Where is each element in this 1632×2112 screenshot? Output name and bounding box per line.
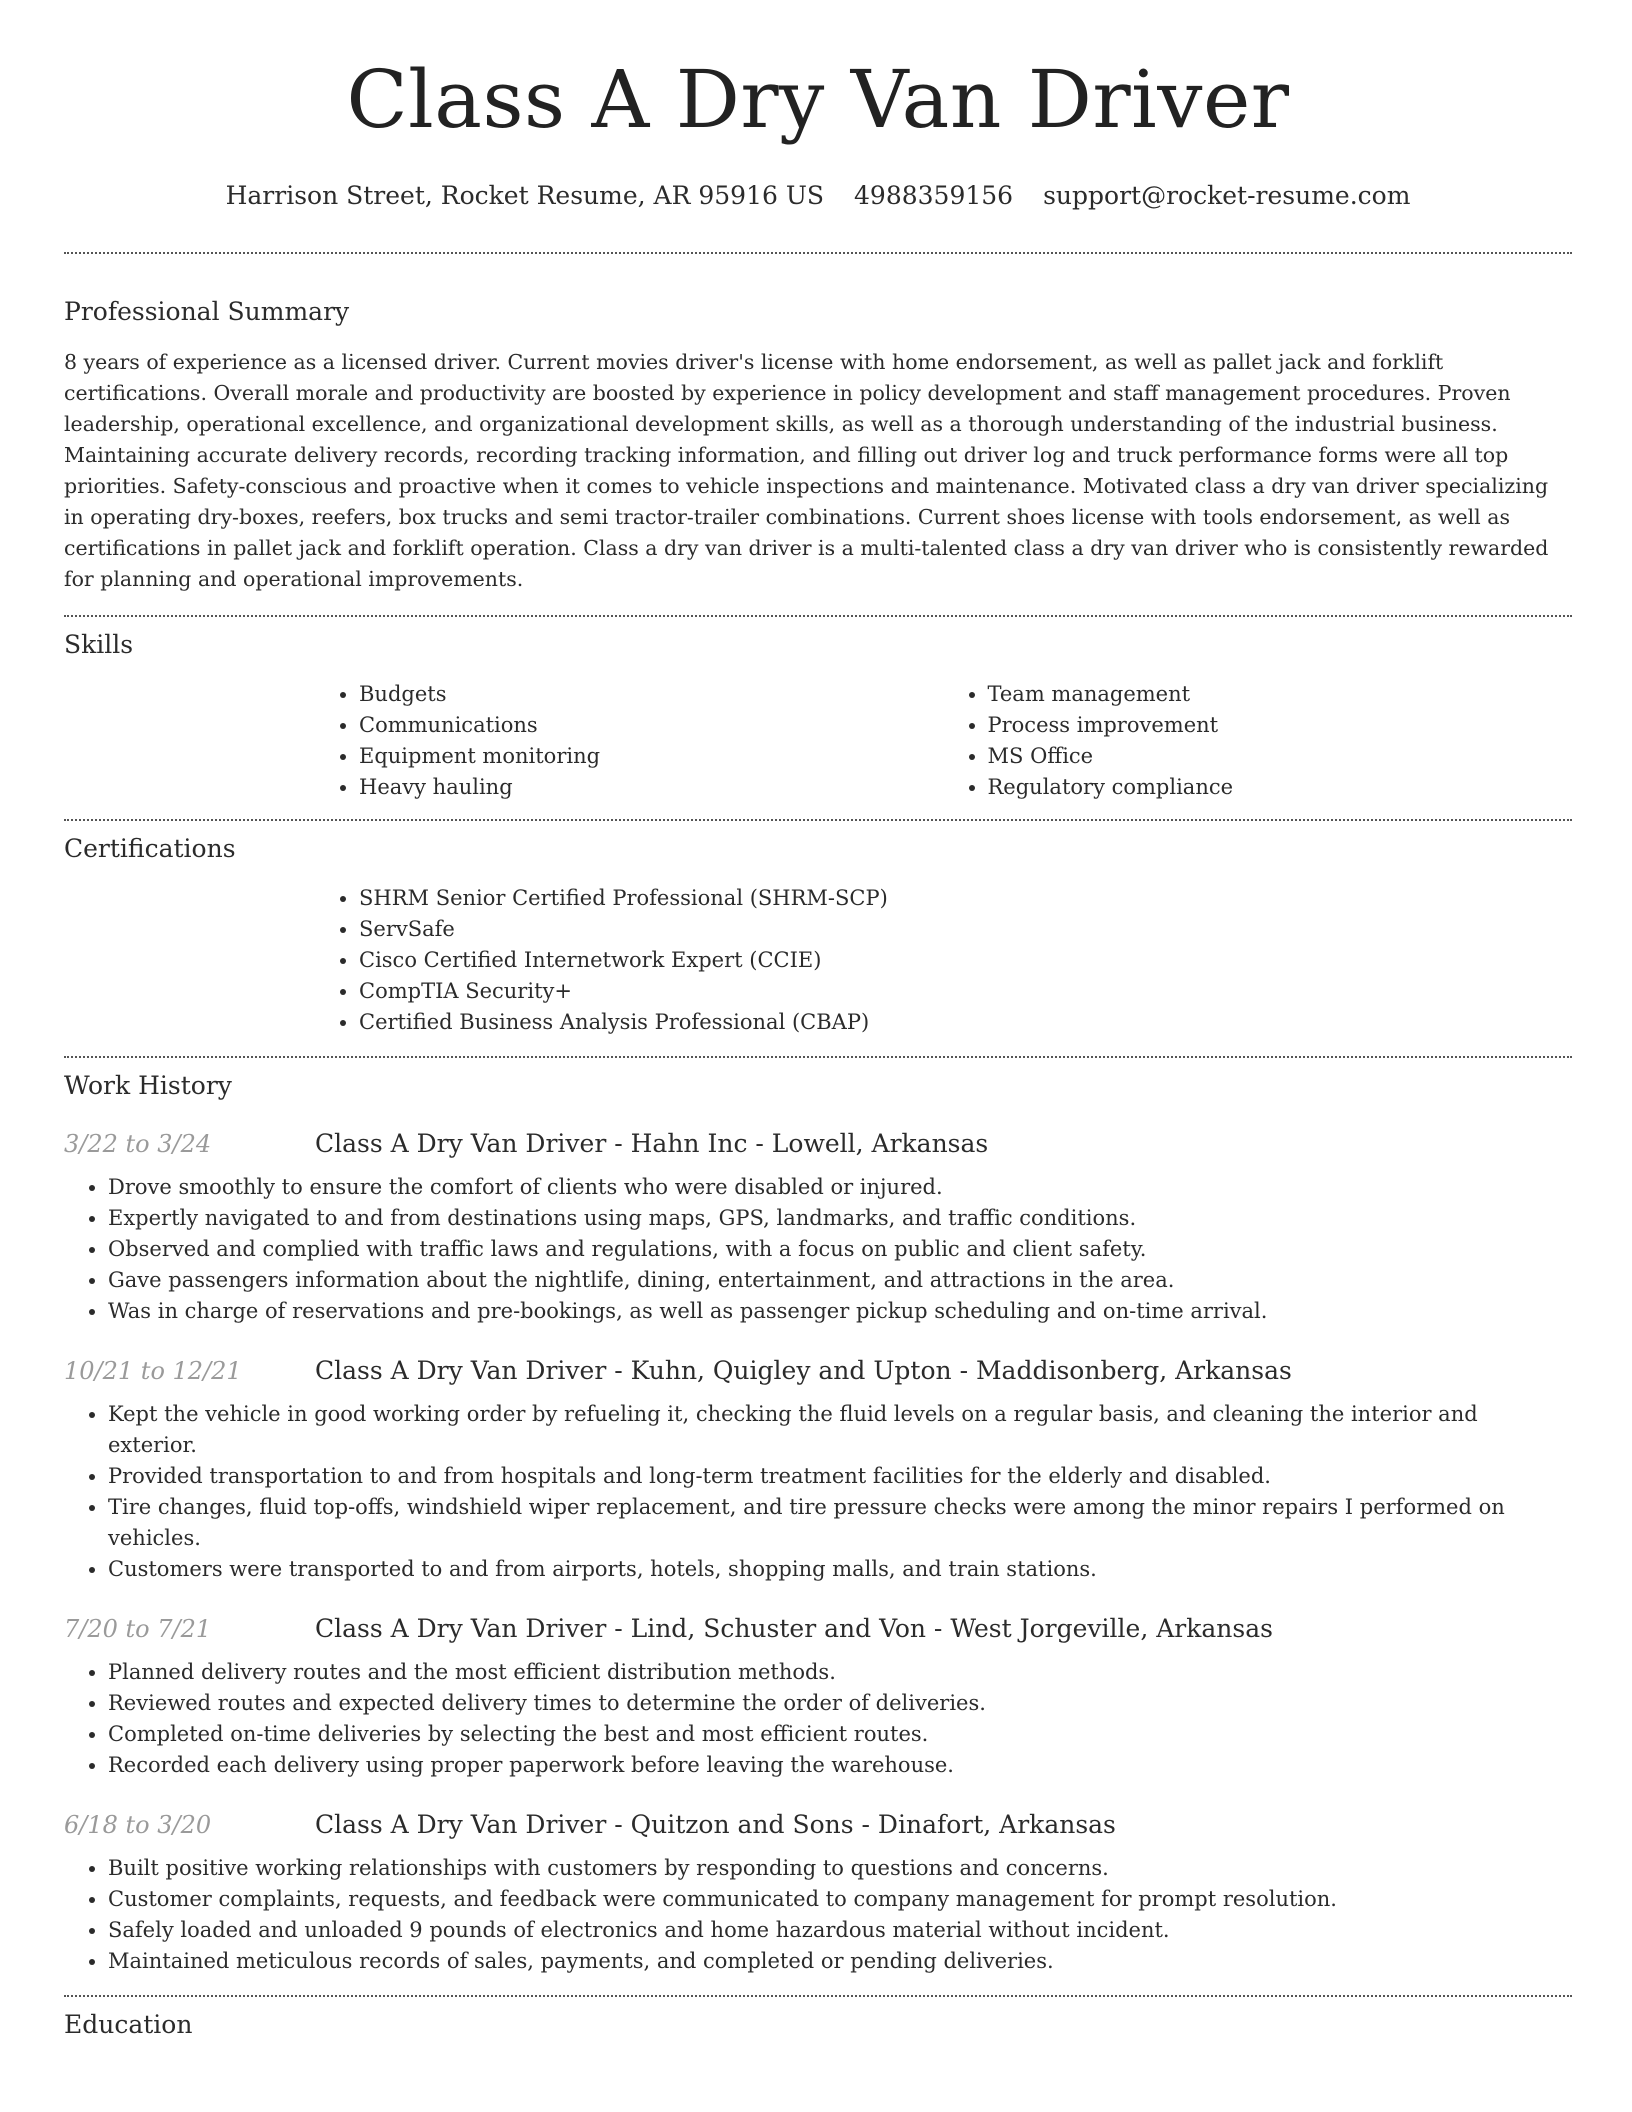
job-bullet: • Recorded each delivery using proper paperwork before leaving the warehouse. [108, 1750, 1572, 1781]
certification-item: • SHRM Senior Certified Professional (SHRM-SCP) [359, 883, 1572, 914]
job-entry [64, 1351, 1572, 1585]
skills-list-right [944, 679, 1573, 803]
job-bullet: • Observed and complied with traffic laws and regulations, with a focus on public and client safety. [108, 1234, 1572, 1265]
contact-email: support@rocket-resume.com [1043, 181, 1411, 210]
job-date: 6/18 to 3/20 [64, 1811, 212, 1839]
certification-item: • Certified Business Analysis Professional (CBAP) [359, 1007, 1572, 1038]
divider [64, 819, 1572, 821]
job-bullet: • Customers were transported to and from airports, hotels, shopping malls, and train stations. [108, 1554, 1572, 1585]
section-title-education: Education [64, 2010, 193, 2039]
divider [64, 1995, 1572, 1997]
contact-phone: 4988359156 [854, 181, 1014, 210]
job-date: 10/21 to 12/21 [64, 1357, 242, 1385]
resume-page [64, 0, 1572, 2043]
job-bullet: • Was in charge of reservations and pre-bookings, as well as passenger pickup scheduling and on-time arrival. [108, 1296, 1572, 1327]
skill-item: • Heavy hauling [359, 772, 944, 803]
job-bullets [64, 1172, 1572, 1327]
section-title-work-history: Work History [64, 1071, 232, 1100]
job-bullet: • Planned delivery routes and the most efficient distribution methods. [108, 1657, 1572, 1688]
job-bullet: • Provided transportation to and from hospitals and long-term treatment facilities for the elderly and disabled. [108, 1461, 1572, 1492]
skill-item: • Equipment monitoring [359, 741, 944, 772]
job-title: Class A Dry Van Driver - Hahn Inc - Lowell, Arkansas [315, 1129, 989, 1158]
certification-item: • ServSafe [359, 914, 1572, 945]
job-bullets [64, 1399, 1572, 1585]
job-bullet: • Drove smoothly to ensure the comfort of clients who were disabled or injured. [108, 1172, 1572, 1203]
skill-item: • Budgets [359, 679, 944, 710]
contact-line [64, 178, 1572, 214]
job-entry [64, 1124, 1572, 1327]
job-bullet: • Tire changes, fluid top-offs, windshield wiper replacement, and tire pressure checks were among the minor repairs I performed on vehicles. [108, 1492, 1572, 1554]
contact-address: Harrison Street, Rocket Resume, AR 95916 US [225, 181, 825, 210]
job-bullet: • Built positive working relationships with customers by responding to questions and concerns. [108, 1853, 1572, 1884]
job-entry [64, 1609, 1572, 1781]
job-title: Class A Dry Van Driver - Quitzon and Sons - Dinafort, Arkansas [315, 1810, 1116, 1839]
certifications-list [315, 883, 1572, 1038]
job-bullet: • Safely loaded and unloaded 9 pounds of electronics and home hazardous material without incident. [108, 1915, 1572, 1946]
job-title: Class A Dry Van Driver - Kuhn, Quigley and Upton - Maddisonberg, Arkansas [315, 1356, 1292, 1385]
skills-grid [315, 679, 1572, 803]
job-date: 3/22 to 3/24 [64, 1130, 212, 1158]
certification-item: • Cisco Certified Internetwork Expert (CCIE) [359, 945, 1572, 976]
divider [64, 252, 1572, 254]
job-header [64, 1609, 1572, 1649]
job-header [64, 1124, 1572, 1164]
certification-item: • CompTIA Security+ [359, 976, 1572, 1007]
skill-item: • MS Office [988, 741, 1573, 772]
skill-item: • Team management [988, 679, 1573, 710]
job-entry [64, 1805, 1572, 1977]
skill-item: • Regulatory compliance [988, 772, 1573, 803]
divider [64, 1056, 1572, 1058]
section-title-summary: Professional Summary [64, 297, 350, 326]
resume-name: Class A Dry Van Driver [346, 53, 1290, 146]
job-header [64, 1351, 1572, 1391]
section-title-certifications: Certifications [64, 834, 236, 863]
job-date: 7/20 to 7/21 [64, 1615, 212, 1643]
skill-item: • Process improvement [988, 710, 1573, 741]
job-title: Class A Dry Van Driver - Lind, Schuster and Von - West Jorgeville, Arkansas [315, 1614, 1273, 1643]
job-bullet: • Maintained meticulous records of sales, payments, and completed or pending deliveries. [108, 1946, 1572, 1977]
job-bullet: • Gave passengers information about the nightlife, dining, entertainment, and attractions in the area. [108, 1265, 1572, 1296]
job-bullet: • Expertly navigated to and from destinations using maps, GPS, landmarks, and traffic conditions. [108, 1203, 1572, 1234]
job-bullets [64, 1853, 1572, 1977]
job-header [64, 1805, 1572, 1845]
divider [64, 615, 1572, 617]
job-bullet: • Kept the vehicle in good working order by refueling it, checking the fluid levels on a regular basis, and cleaning the interior and exterior. [108, 1399, 1572, 1461]
summary-text: 8 years of experience as a licensed driver. Current movies driver's license with home endorsement, as well as pallet jack and forklift certifications. Overall morale and productivity are boosted by experience in policy development and staff management procedures. Proven leadership, operational excellence, and organizational development skills, as well as a thorough understanding of the industrial business. Maintaining accurate delivery records, recording tracking information, and filling out driver log and truck performance forms were all top priorities. Safety-conscious and proactive when it comes to vehicle inspections and maintenance. Motivated class a dry van driver specializing in operating dry-boxes, reefers, box trucks and semi tractor-trailer combinations. Current shoes license with tools endorsement, as well as certifications in pallet jack and forklift operation. Class a dry van driver is a multi-talented class a dry van driver who is consistently rewarded for planning and operational improvements. [64, 350, 1549, 591]
job-bullet: • Completed on-time deliveries by selecting the best and most efficient routes. [108, 1719, 1572, 1750]
certifications-block [315, 883, 1572, 1038]
job-bullet: • Reviewed routes and expected delivery times to determine the order of deliveries. [108, 1688, 1572, 1719]
job-bullets [64, 1657, 1572, 1781]
skill-item: • Communications [359, 710, 944, 741]
job-bullet: • Customer complaints, requests, and feedback were communicated to company management for prompt resolution. [108, 1884, 1572, 1915]
skills-list-left [315, 679, 944, 803]
section-title-skills: Skills [64, 630, 134, 659]
